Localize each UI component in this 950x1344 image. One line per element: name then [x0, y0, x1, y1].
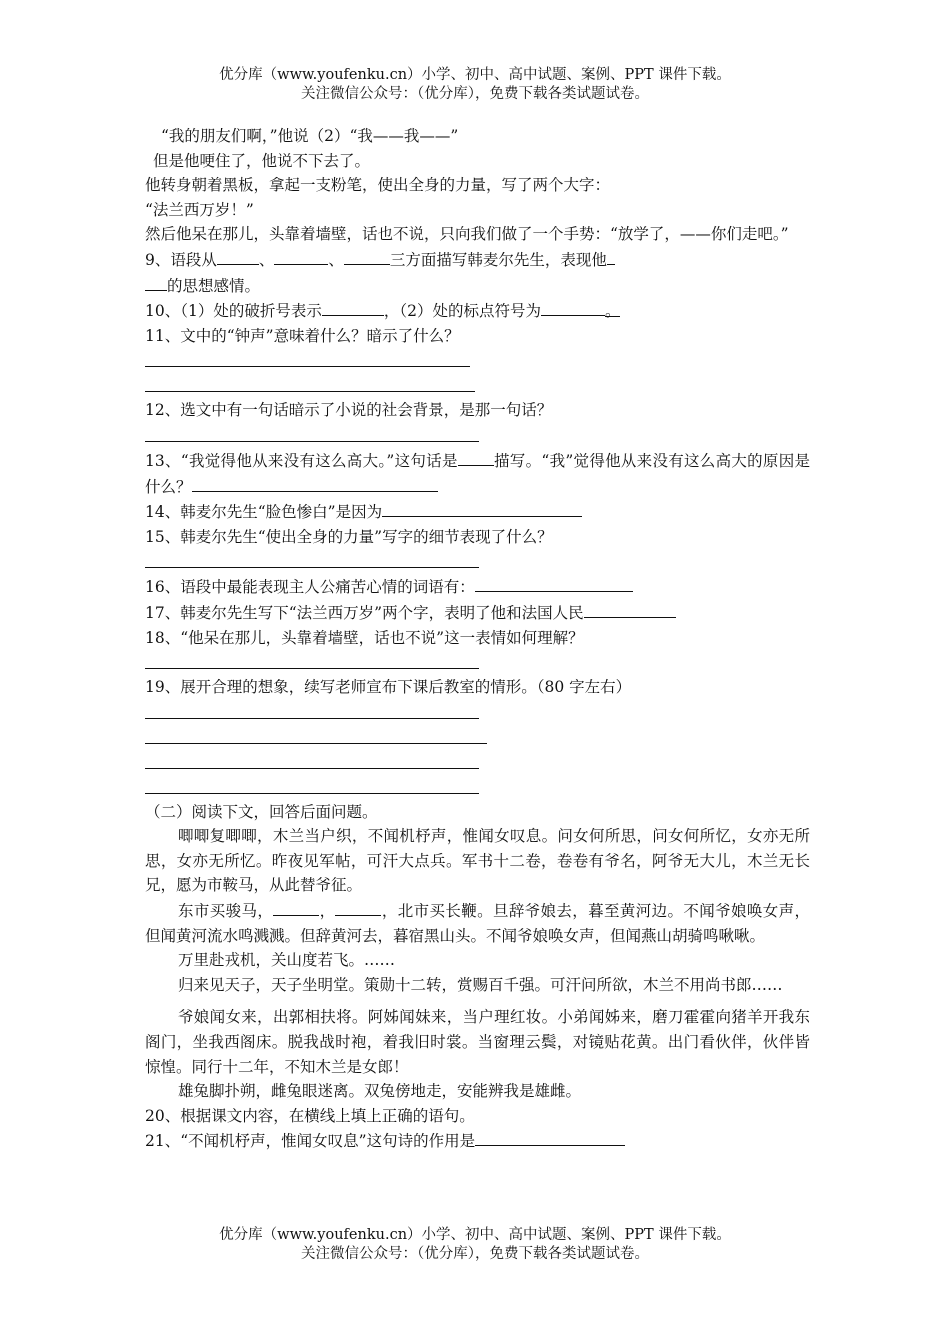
- answer-line[interactable]: [145, 348, 810, 373]
- blank[interactable]: [344, 247, 390, 265]
- page-footer: [0, 1226, 950, 1264]
- poem-paragraph: 雄兔脚扑朔，雌兔眼迷离。双兔傍地走，安能辨我是雄雌。: [178, 1082, 582, 1101]
- question-11: 11、文中的“钟声”意味着什么？暗示了什么？: [145, 326, 460, 345]
- page-header: [0, 66, 950, 104]
- answer-line[interactable]: [145, 373, 810, 398]
- question-15: 15、韩麦尔先生“使出全身的力量”写字的细节表现了什么？: [145, 527, 553, 546]
- section-2-heading: （二）阅读下文，回答后面问题。: [145, 802, 378, 821]
- answer-line[interactable]: [145, 700, 810, 725]
- poem-paragraph: 归来见天子，天子坐明堂。策勋十二转，赏赐百千强。可汗问所欲，木兰不用尚书郎……: [178, 975, 783, 994]
- blank[interactable]: [458, 448, 494, 466]
- blank[interactable]: [475, 574, 633, 592]
- passage-line: 他转身朝着黑板，拿起一支粉笔，使出全身的力量，写了两个大字：: [145, 176, 611, 195]
- question-14: 14、韩麦尔先生“脸色惨白”是因为: [145, 499, 810, 525]
- question-19: 19、展开合理的想象，续写老师宣布下课后教室的情形。（80 字左右）: [145, 678, 632, 697]
- poem-paragraph: 东市买骏马， ， ，北市买长鞭。旦辞爷娘去，暮至黄河边。不闻爷娘唤女声，但闻黄河流水鸣溅溅。但辞黄河去，暮宿黑山头。不闻爷娘唤女声，但闻燕山胡骑鸣啾啾。: [145, 898, 810, 948]
- question-16: 16、语段中最能表现主人公痛苦心情的词语有：: [145, 574, 810, 600]
- blank[interactable]: [217, 247, 259, 265]
- passage-line: 但是他哽住了，他说不下去了。: [153, 151, 371, 170]
- question-17: 17、韩麦尔先生写下“法兰西万岁”两个字，表明了他和法国人民: [145, 600, 810, 626]
- answer-line[interactable]: [145, 750, 810, 775]
- blank[interactable]: [192, 474, 438, 492]
- question-20: 20、根据课文内容，在横线上填上正确的语句。: [145, 1106, 475, 1125]
- passage-line: 然后他呆在那儿，头靠着墙壁，话也不说，只向我们做了一个手势：“放学了，——你们走吧。”: [145, 225, 789, 244]
- question-12: 12、选文中有一句话暗示了小说的社会背景，是那一句话？: [145, 401, 553, 420]
- blank[interactable]: [273, 898, 319, 916]
- header-line-1: 优分库（www.youfenku.cn）小学、初中、高中试题、案例、PPT 课件下载。: [219, 67, 731, 83]
- blank[interactable]: [541, 298, 605, 316]
- blank[interactable]: [335, 898, 381, 916]
- blank[interactable]: [382, 499, 582, 517]
- answer-line[interactable]: [145, 650, 810, 675]
- answer-line[interactable]: [145, 775, 810, 800]
- question-18: 18、“他呆在那儿，头靠着墙壁，话也不说”这一表情如何理解？: [145, 628, 584, 647]
- answer-line[interactable]: [145, 549, 810, 574]
- passage-line: “我的朋友们啊，”他说（2）“我——我——”: [161, 127, 459, 145]
- poem-paragraph: 爷娘闻女来，出郭相扶将。阿姊闻妹来，当户理红妆。小弟闻姊来，磨刀霍霍向猪羊开我东阁门，坐我西阁床。脱我战时袍，着我旧时裳。当窗理云鬓，对镜贴花黄。出门看伙伴，伙伴皆惊惶。同行十二年，不知木兰是女郎！: [145, 1008, 810, 1076]
- answer-line[interactable]: [145, 725, 810, 750]
- answer-line[interactable]: [145, 423, 810, 448]
- blank[interactable]: [145, 273, 167, 291]
- blank[interactable]: [475, 1128, 625, 1146]
- poem-paragraph: 万里赴戎机，关山度若飞。……: [178, 951, 396, 970]
- question-21: 21、“不闻机杼声，惟闻女叹息”这句诗的作用是: [145, 1128, 810, 1154]
- question-10: 10、（1）处的破折号表示 ，（2）处的标点符号为 。: [145, 298, 810, 324]
- footer-line-1: 优分库（www.youfenku.cn）小学、初中、高中试题、案例、PPT 课件下载。: [219, 1227, 731, 1243]
- blank[interactable]: [584, 600, 676, 618]
- footer-line-2: 关注微信公众号：（优分库），免费下载各类试题试卷。: [301, 1246, 649, 1262]
- blank[interactable]: [274, 247, 328, 265]
- blank[interactable]: [322, 298, 384, 316]
- blank[interactable]: [607, 247, 615, 265]
- question-9: 9、语段从 、 、 三方面描写韩麦尔先生，表现他: [145, 247, 810, 273]
- passage-line: “法兰西万岁！”: [145, 200, 254, 219]
- poem-paragraph: 唧唧复唧唧，木兰当户织，不闻机杼声，惟闻女叹息。问女何所思，问女何所忆，女亦无所思，女亦无所忆。昨夜见军帖，可汗大点兵。军书十二卷，卷卷有爷名，阿爷无大儿，木兰无长兄，愿为市鞍马，从此替爷征。: [145, 827, 810, 895]
- question-9-cont: 的思想感情。: [145, 273, 810, 299]
- question-13: 13、“我觉得他从来没有这么高大。”这句话是 描写。“我”觉得他从来没有这么高大的原因是什么？: [145, 448, 810, 499]
- header-line-2: 关注微信公众号：（优分库），免费下载各类试题试卷。: [301, 86, 649, 102]
- document-body: [145, 124, 810, 1154]
